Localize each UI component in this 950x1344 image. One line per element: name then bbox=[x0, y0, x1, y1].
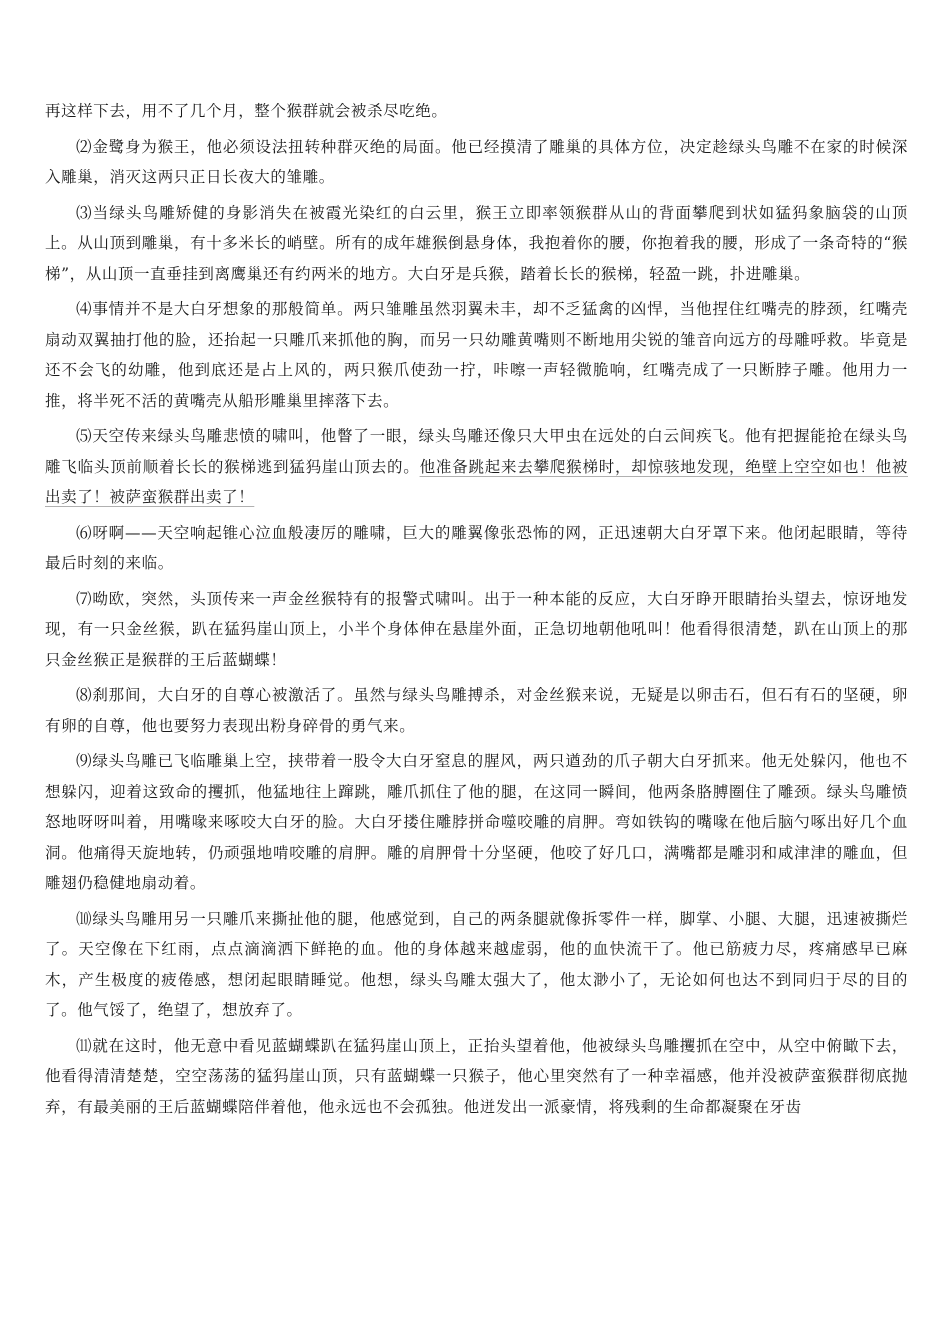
paragraph-5 bbox=[45, 421, 908, 513]
paragraph-text: ⑺呦欧，突然，头顶传来一声金丝猴特有的报警式啸叫。出于一种本能的反应，大白牙睁开眼睛抬头望去，惊讶地发现，有一只金丝猴，趴在猛犸崖山顶上，小半个身体伸在悬崖外面，正急切地朝他吼叫！他看得很清楚，趴在山顶上的那只金丝猴正是猴群的王后蓝蝴蝶！ bbox=[45, 589, 908, 669]
paragraph-text: 再这样下去，用不了几个月，整个猴群就会被杀尽吃绝。 bbox=[45, 102, 448, 120]
paragraph-2 bbox=[45, 132, 908, 193]
paragraph-8 bbox=[45, 680, 908, 741]
paragraph-6 bbox=[45, 518, 908, 579]
paragraph-text: ⑹呀啊——天空响起锥心泣血般凄厉的雕啸，巨大的雕翼像张恐怖的网，正迅速朝大白牙罩下来。他闭起眼睛，等待最后时刻的来临。 bbox=[45, 523, 908, 572]
paragraph-text: ⑼绿头鸟雕已飞临雕巢上空，挟带着一股令大白牙窒息的腥风，两只遒劲的爪子朝大白牙抓来。他无处躲闪，他也不想躲闪，迎着这致命的攫抓，他猛地往上蹿跳，雕爪抓住了他的腿，在这同一瞬间，他两条胳膊圈住了雕颈。绿头鸟雕愤怒地呀呀叫着，用嘴喙来啄咬大白牙的脸。大白牙搂住雕脖拼命噬咬雕的肩胛。弯如铁钩的嘴喙在他后脑勺啄出好几个血洞。他痛得天旋地转，仍顽强地啃咬雕的肩胛。雕的肩胛骨十分坚硬，他咬了好几口，满嘴都是雕羽和咸津津的雕血，但雕翅仍稳健地扇动着。 bbox=[45, 752, 908, 892]
paragraph-text: ⑵金鹭身为猴王，他必须设法扭转种群灭绝的局面。他已经摸清了雕巢的具体方位，决定趁绿头鸟雕不在家的时候深入雕巢，消灭这两只正日长夜大的雏雕。 bbox=[45, 137, 908, 186]
paragraph-text: ⑾就在这时，他无意中看见蓝蝴蝶趴在猛犸崖山顶上，正抬头望着他，他被绿头鸟雕攫抓在空中，从空中俯瞰下去，他看得清清楚楚，空空荡荡的猛犸崖山顶，只有蓝蝴蝶一只猴子，他心里突然有了一种幸福感，他并没被萨蛮猴群彻底抛弃，有最美丽的王后蓝蝴蝶陪伴着他，他永远也不会孤独。他迸发出一派豪情，将残剩的生命都凝聚在牙齿 bbox=[45, 1036, 908, 1116]
paragraph-text: ⑸天空传来绿头鸟雕悲愤的啸叫，他瞥了一眼，绿头鸟雕还像只大甲虫在远处的白云间疾飞。他有把握能抢在绿头鸟雕飞临头顶前顺着长长的猴梯逃到猛犸崖山顶去的。 bbox=[45, 427, 908, 476]
paragraph-4 bbox=[45, 294, 908, 416]
paragraph-10 bbox=[45, 904, 908, 1026]
paragraph-3 bbox=[45, 198, 908, 290]
underlined-sentence: 他准备跳起来去攀爬猴梯时，却惊骇地发现，绝壁上空空如也！他被出卖了！被萨蛮猴群出卖了！ bbox=[45, 457, 908, 506]
paragraph-text: ⑻刹那间，大白牙的自尊心被激活了。虽然与绿头鸟雕搏杀，对金丝猴来说，无疑是以卵击石，但石有石的坚硬，卵有卵的自尊，他也要努力表现出粉身碎骨的勇气来。 bbox=[45, 686, 908, 735]
paragraph-1 bbox=[45, 96, 908, 127]
paragraph-text: ⑽绿头鸟雕用另一只雕爪来撕扯他的腿，他感觉到，自己的两条腿就像拆零件一样，脚掌、小腿、大腿，迅速被撕烂了。天空像在下红雨，点点滴滴洒下鲜艳的血。他的身体越来越虚弱，他的血快流干了。他已筋疲力尽，疼痛感早已麻木，产生极度的疲倦感，想闭起眼睛睡觉。他想，绿头鸟雕太强大了，他太渺小了，无论如何也达不到同归于尽的目的了。他气馁了，绝望了，想放弃了。 bbox=[45, 909, 908, 1019]
paragraph-11 bbox=[45, 1031, 908, 1123]
paragraph-9 bbox=[45, 746, 908, 899]
paragraph-text: ⑷事情并不是大白牙想象的那般简单。两只雏雕虽然羽翼未丰，却不乏猛禽的凶悍，当他捏住红嘴壳的脖颈，红嘴壳扇动双翼抽打他的脸，还抬起一只雕爪来抓他的胸，而另一只幼雕黄嘴则不断地用尖锐的雏音向远方的母雕呼救。毕竟是还不会飞的幼雕，他到底还是占上风的，两只猴爪使劲一拧，咔嚓一声轻微脆响，红嘴壳成了一只断脖子雕。他用力一推，将半死不活的黄嘴壳从船形雕巢里摔落下去。 bbox=[45, 300, 908, 410]
paragraph-7 bbox=[45, 584, 908, 676]
paragraph-text: ⑶当绿头鸟雕矫健的身影消失在被霞光染红的白云里，猴王立即率领猴群从山的背面攀爬到状如猛犸象脑袋的山顶上。从山顶到雕巢，有十多米长的峭壁。所有的成年雄猴倒悬身体，我抱着你的腰，你抱着我的腰，形成了一条奇特的“猴梯”，从山顶一直垂挂到离鹰巢还有约两米的地方。大白牙是兵猴，踏着长长的猴梯，轻盈一跳，扑进雕巢。 bbox=[45, 203, 908, 283]
